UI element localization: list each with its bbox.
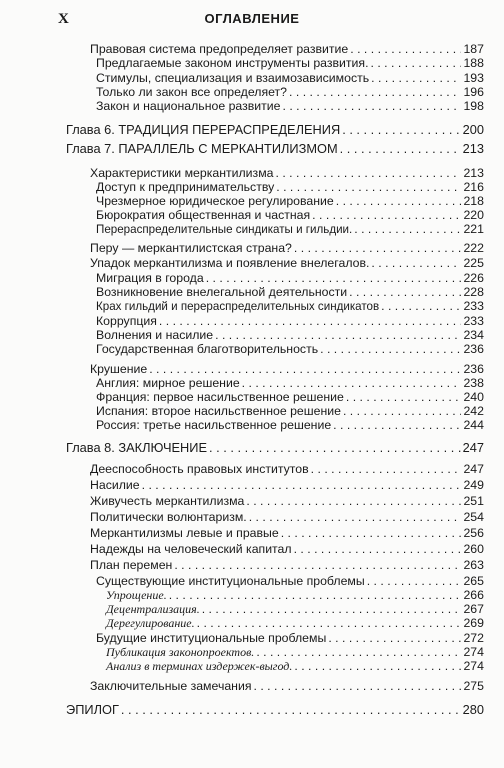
toc-entry: [96, 390, 484, 405]
dot-leader: [209, 440, 461, 455]
dot-leader: [215, 328, 461, 343]
toc-entry-title: Заключительные замечания: [90, 679, 252, 693]
dot-leader: [246, 494, 461, 509]
dot-leader: [333, 418, 461, 433]
toc-entry-title: Россия: третье насильственное решение: [96, 418, 332, 432]
toc-entry-title: Живучесть меркантилизма: [90, 494, 245, 508]
toc-entry-title: Миграция в города: [96, 271, 204, 285]
toc-entry: [96, 71, 484, 86]
toc-entry-page-number: 249: [463, 478, 484, 492]
dot-leader: [346, 390, 462, 405]
toc-entry-title: Правовая система предопределяет развитие: [90, 42, 349, 56]
toc-entry-title: Франция: первое насильственное решение: [96, 390, 344, 404]
toc-entry-title: Публикация законопроектов.: [106, 645, 255, 659]
toc-entry-page-number: 222: [463, 241, 484, 255]
toc-entry-title: Испания: второе насильственное решение: [96, 404, 341, 418]
toc-entry-page-number: 274: [463, 659, 484, 673]
dot-leader: [371, 56, 462, 71]
dot-leader: [294, 241, 462, 256]
toc-entry-title: Характеристики меркантилизма: [90, 166, 274, 180]
dot-leader: [254, 679, 462, 694]
toc-entry-title: Политически волюнтаризм.: [90, 510, 247, 524]
toc-entry: [90, 510, 484, 525]
dot-leader: [249, 510, 462, 525]
toc-entry: [106, 602, 484, 617]
toc-entry: [90, 494, 484, 509]
dot-leader: [371, 256, 461, 271]
dot-leader: [371, 71, 461, 86]
toc-entry-page-number: 280: [462, 702, 484, 717]
toc-entry-page-number: 238: [463, 376, 484, 390]
toc-entry: [96, 631, 484, 646]
toc-entry-title: Государственная благотворительность: [96, 342, 319, 356]
toc-entry-page-number: 200: [462, 122, 484, 137]
toc-entry: [90, 558, 484, 573]
toc-entry-title: Дееспособность правовых институтов: [90, 462, 309, 476]
toc-entry: [90, 166, 484, 181]
dot-leader: [242, 376, 462, 391]
toc-entry: [96, 271, 484, 286]
toc-entry-title: Доступ к предпринимательству: [96, 180, 275, 194]
toc-entry-title: Насилие: [90, 478, 140, 492]
toc-entry-title: Упрощение.: [106, 588, 167, 602]
toc-entry-page-number: 193: [463, 71, 484, 85]
toc-entry: [90, 679, 484, 694]
toc-entry-title: Закон и национальное развитие: [96, 99, 281, 113]
toc-entry: [96, 56, 484, 71]
toc-entry-title: Глава 6. ТРАДИЦИЯ ПЕРЕРАСПРЕДЕЛЕНИЯ: [66, 122, 341, 137]
toc-entry-page-number: 236: [463, 342, 484, 356]
toc-entry-page-number: 275: [463, 679, 484, 693]
toc-entry: [90, 542, 484, 557]
toc-entry: [96, 418, 484, 433]
toc-entry-page-number: 228: [463, 285, 484, 299]
dot-leader: [340, 141, 461, 156]
toc-entry: [90, 241, 484, 256]
toc-entry-page-number: 240: [463, 390, 484, 404]
dot-leader: [281, 526, 462, 541]
toc-entry: [96, 314, 484, 329]
dot-leader: [343, 404, 462, 419]
toc-entry: [96, 574, 484, 589]
dot-leader: [256, 645, 461, 660]
dot-leader: [159, 314, 462, 329]
toc-entry-title: Чрезмерное юридическое регулирование: [96, 194, 334, 208]
dot-leader: [206, 271, 462, 286]
toc-entry: [96, 342, 484, 357]
toc-entry-page-number: 221: [463, 222, 484, 236]
dot-leader: [121, 702, 461, 717]
toc-entry-title: Меркантилизмы левые и правые: [90, 526, 279, 540]
dot-leader: [142, 478, 462, 493]
dot-leader: [276, 180, 461, 195]
dot-leader: [342, 122, 460, 137]
dot-leader: [149, 362, 461, 377]
toc-entry: [90, 362, 484, 377]
toc-entry-page-number: 234: [463, 328, 484, 342]
toc-entry: [66, 440, 484, 455]
toc-entry-page-number: 266: [463, 588, 484, 602]
toc-entry: [66, 702, 484, 717]
toc-entry: [96, 376, 484, 391]
toc-entry: [96, 285, 484, 300]
toc-entry-title: Коррупция: [96, 314, 157, 328]
toc-entry-title: Глава 8. ЗАКЛЮЧЕНИЕ: [66, 440, 208, 455]
dot-leader: [294, 542, 462, 557]
toc-entry: [106, 659, 484, 674]
dot-leader: [197, 616, 462, 631]
dot-leader: [350, 42, 461, 57]
toc-entry-title: Стимулы, специализация и взаимозависимость: [96, 71, 370, 85]
dot-leader: [349, 285, 461, 300]
toc-entry: [96, 85, 484, 100]
toc-entry-page-number: 265: [463, 574, 484, 588]
toc-entry-page-number: 233: [463, 314, 484, 328]
toc-entry-page-number: 274: [463, 645, 484, 659]
toc-entry-page-number: 196: [463, 85, 484, 99]
dot-leader: [289, 85, 461, 100]
toc-entry: [66, 141, 484, 156]
toc-entry-page-number: 272: [463, 631, 484, 645]
dot-leader: [294, 659, 461, 674]
toc-entry: [96, 404, 484, 419]
toc-entry-title: Крушение: [90, 362, 148, 376]
dot-leader: [336, 194, 462, 209]
toc-entry-title: Перу — меркантилистская страна?: [90, 241, 292, 255]
toc-entry: [90, 478, 484, 493]
toc-entry: [96, 299, 484, 314]
page-title: ОГЛАВЛЕНИЕ: [204, 11, 300, 26]
dot-leader: [320, 342, 461, 357]
toc-entry: [90, 526, 484, 541]
dot-leader: [311, 462, 462, 477]
toc-entry: [106, 588, 484, 603]
toc-entry-title: Анализ в терминах издержек-выгод.: [106, 659, 293, 673]
toc-entry-title: Возникновение внелегальной деятельности: [96, 285, 348, 299]
toc-entry-page-number: 218: [463, 194, 484, 208]
toc-entry-page-number: 220: [463, 208, 484, 222]
toc-entry-page-number: 242: [463, 404, 484, 418]
toc-entry: [106, 616, 484, 631]
toc-entry-page-number: 269: [463, 616, 484, 630]
toc-entry: [96, 208, 484, 223]
toc-entry-page-number: 187: [463, 42, 484, 56]
toc-entry: [90, 462, 484, 477]
toc-entry-title: Предлагаемые законом инструменты развития.: [96, 56, 369, 70]
dot-leader: [328, 631, 461, 646]
page-number-roman: X: [58, 11, 69, 27]
dot-leader: [275, 166, 461, 181]
dot-leader: [354, 222, 461, 237]
toc-entry-title: Англия: мирное решение: [96, 376, 240, 390]
toc-entry-page-number: 244: [463, 418, 484, 432]
toc-entry-page-number: 247: [463, 462, 484, 476]
toc-entry-title: Дерегулирование.: [106, 616, 195, 630]
toc-entry-title: Будущие институциональные проблемы: [96, 631, 327, 645]
toc-entry: [96, 99, 484, 114]
toc-entry: [96, 194, 484, 209]
page-header: [0, 10, 504, 32]
toc-entry-page-number: 213: [462, 141, 484, 156]
dot-leader: [367, 574, 462, 589]
toc-entry: [96, 328, 484, 343]
toc-entry-page-number: 226: [463, 271, 484, 285]
toc-entry-title: Волнения и насилие: [96, 328, 214, 342]
toc-entry: [66, 122, 484, 137]
toc-entry-page-number: 213: [463, 166, 484, 180]
toc-entry-page-number: 247: [462, 440, 484, 455]
toc-entry-title: Надежды на человеческий капитал: [90, 542, 292, 556]
toc-entry-page-number: 251: [463, 494, 484, 508]
toc-entry-title: Крах гильдий и перераспределительных синдикатов: [96, 300, 380, 313]
toc-entry-page-number: 263: [463, 558, 484, 572]
dot-leader: [381, 299, 461, 314]
toc-entry-title: Только ли закон все определяет?: [96, 85, 288, 99]
dot-leader: [312, 208, 461, 223]
toc-entry-page-number: 233: [463, 299, 484, 313]
toc-entry: [90, 256, 484, 271]
toc-entry-title: Существующие институциональные проблемы: [96, 574, 365, 588]
toc-entry-title: План перемен: [90, 558, 173, 572]
toc-entry-page-number: 216: [463, 180, 484, 194]
toc-entry: [96, 180, 484, 195]
toc-entry: [96, 222, 484, 237]
toc-entry-title: Перераспределительные синдикаты и гильдии.: [96, 223, 353, 236]
toc-entry: [106, 645, 484, 660]
toc-entry-page-number: 260: [463, 542, 484, 556]
toc-entry-page-number: 254: [463, 510, 484, 524]
toc-entry-page-number: 225: [463, 256, 484, 270]
dot-leader: [174, 558, 461, 573]
toc-entry-page-number: 256: [463, 526, 484, 540]
toc-entry-page-number: 267: [463, 602, 484, 616]
toc-entry-title: Бюрократия общественная и частная: [96, 208, 311, 222]
toc-entry-title: Децентрализация.: [106, 602, 200, 616]
toc-entry-page-number: 198: [463, 99, 484, 113]
toc-entry-page-number: 188: [463, 56, 484, 70]
dot-leader: [283, 99, 462, 114]
toc-entry-title: Упадок меркантилизма и появление внелегалов.: [90, 256, 370, 270]
toc-entry-page-number: 236: [463, 362, 484, 376]
dot-leader: [169, 588, 462, 603]
toc-entry-title: Глава 7. ПАРАЛЛЕЛЬ С МЕРКАНТИЛИЗМОМ: [66, 141, 338, 156]
dot-leader: [202, 602, 462, 617]
toc-entry-title: ЭПИЛОГ: [66, 702, 119, 717]
toc-entry: [90, 42, 484, 57]
